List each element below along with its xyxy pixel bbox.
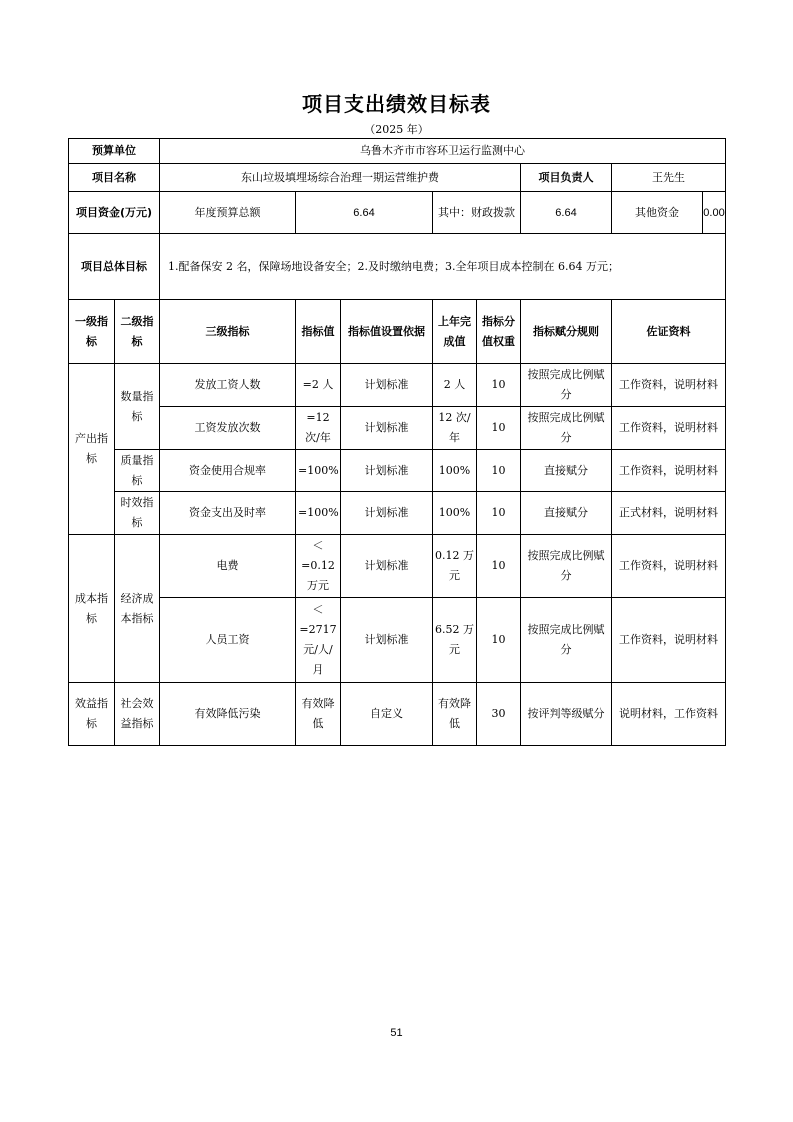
header-level1: 一级指标 (69, 300, 115, 364)
budget-unit-value: 乌鲁木齐市市容环卫运行监测中心 (160, 139, 726, 164)
indicator-value: 有效降低 (296, 683, 341, 746)
table-row (69, 492, 726, 535)
document-year: （2025 年） (364, 123, 429, 136)
indicator-rule: 按照完成比例赋分 (521, 598, 612, 683)
header-last-year: 上年完成值 (433, 300, 477, 364)
project-funds-row (69, 192, 726, 234)
indicator-basis: 计划标准 (341, 364, 433, 407)
header-evidence: 佐证资料 (612, 300, 726, 364)
indicator-header-row (69, 300, 726, 364)
indicator-value: =12 次/年 (296, 407, 341, 450)
indicator-evidence: 工作资料，说明材料 (612, 407, 726, 450)
performance-goal-table (68, 138, 726, 746)
page-number: 51 (390, 1027, 403, 1039)
indicator-last-year: 2 人 (433, 364, 477, 407)
other-funds-cell (612, 192, 726, 234)
other-funds-label: 其他资金 (612, 192, 703, 233)
indicator-value: =100% (296, 450, 341, 492)
indicator-weight: 30 (477, 683, 521, 746)
indicator-name: 资金使用合规率 (160, 450, 296, 492)
overall-goal-value: 1.配备保安 2 名，保障场地设备安全；2.及时缴纳电费；3.全年项目成本控制在 6.64 万元； (160, 234, 726, 300)
table-row (69, 598, 726, 683)
indicator-name: 有效降低污染 (160, 683, 296, 746)
subgroup-quantity: 数量指标 (115, 364, 160, 450)
table-row (69, 450, 726, 492)
document-title: 项目支出绩效目标表 (302, 92, 491, 116)
annual-budget-value: 6.64 (296, 192, 433, 234)
project-leader-label: 项目负责人 (521, 164, 612, 192)
indicator-value: =100% (296, 492, 341, 535)
indicator-rule: 直接赋分 (521, 492, 612, 535)
indicator-rule: 按评判等级赋分 (521, 683, 612, 746)
indicator-evidence: 工作资料，说明材料 (612, 450, 726, 492)
indicator-evidence: 工作资料，说明材料 (612, 364, 726, 407)
header-basis: 指标值设置依据 (341, 300, 433, 364)
indicator-basis: 自定义 (341, 683, 433, 746)
indicator-weight: 10 (477, 598, 521, 683)
indicator-name: 发放工资人数 (160, 364, 296, 407)
indicator-weight: 10 (477, 407, 521, 450)
project-name-row (69, 164, 726, 192)
indicator-weight: 10 (477, 364, 521, 407)
indicator-last-year: 0.12 万元 (433, 535, 477, 598)
indicator-name: 人员工资 (160, 598, 296, 683)
indicator-evidence: 工作资料，说明材料 (612, 598, 726, 683)
budget-unit-row (69, 139, 726, 164)
indicator-rule: 直接赋分 (521, 450, 612, 492)
indicator-last-year: 100% (433, 492, 477, 535)
indicator-name: 工资发放次数 (160, 407, 296, 450)
indicator-last-year: 6.52 万元 (433, 598, 477, 683)
header-value: 指标值 (296, 300, 341, 364)
project-name-label: 项目名称 (69, 164, 160, 192)
header-level2: 二级指标 (115, 300, 160, 364)
subgroup-economic: 经济成本指标 (115, 535, 160, 683)
project-name-value: 东山垃圾填埋场综合治理一期运营维护费 (160, 164, 521, 192)
indicator-evidence: 说明材料，工作资料 (612, 683, 726, 746)
header-weight: 指标分值权重 (477, 300, 521, 364)
indicator-name: 资金支出及时率 (160, 492, 296, 535)
budget-unit-label: 预算单位 (69, 139, 160, 164)
overall-goal-label: 项目总体目标 (69, 234, 160, 300)
indicator-basis: 计划标准 (341, 598, 433, 683)
table-row (69, 683, 726, 746)
indicator-evidence: 正式材料，说明材料 (612, 492, 726, 535)
indicator-value: ＜=2717 元/人/月 (296, 598, 341, 683)
header-level3: 三级指标 (160, 300, 296, 364)
table-row (69, 407, 726, 450)
indicator-basis: 计划标准 (341, 407, 433, 450)
group-output: 产出指标 (69, 364, 115, 535)
indicator-rule: 按照完成比例赋分 (521, 407, 612, 450)
table-row (69, 364, 726, 407)
indicator-weight: 10 (477, 535, 521, 598)
indicator-basis: 计划标准 (341, 450, 433, 492)
project-leader-value: 王先生 (612, 164, 726, 192)
table-row (69, 535, 726, 598)
indicator-value: ＜=0.12 万元 (296, 535, 341, 598)
subgroup-quality: 质量指标 (115, 450, 160, 492)
header-rule: 指标赋分规则 (521, 300, 612, 364)
indicator-basis: 计划标准 (341, 535, 433, 598)
indicator-weight: 10 (477, 492, 521, 535)
subgroup-timeliness: 时效指标 (115, 492, 160, 535)
other-funds-value: 0.00 (703, 206, 725, 219)
group-cost: 成本指标 (69, 535, 115, 683)
indicator-value: =2 人 (296, 364, 341, 407)
indicator-evidence: 工作资料，说明材料 (612, 535, 726, 598)
indicator-rule: 按照完成比例赋分 (521, 535, 612, 598)
group-benefit: 效益指标 (69, 683, 115, 746)
annual-budget-label: 年度预算总额 (160, 192, 296, 234)
overall-goal-row (69, 234, 726, 300)
indicator-rule: 按照完成比例赋分 (521, 364, 612, 407)
indicator-last-year: 12 次/年 (433, 407, 477, 450)
indicator-name: 电费 (160, 535, 296, 598)
indicator-last-year: 100% (433, 450, 477, 492)
subgroup-social: 社会效益指标 (115, 683, 160, 746)
project-funds-label: 项目资金(万元) (69, 192, 160, 234)
indicator-basis: 计划标准 (341, 492, 433, 535)
fiscal-allocation-label: 其中：财政拨款 (433, 192, 521, 234)
fiscal-allocation-value: 6.64 (521, 192, 612, 234)
indicator-weight: 10 (477, 450, 521, 492)
indicator-last-year: 有效降低 (433, 683, 477, 746)
